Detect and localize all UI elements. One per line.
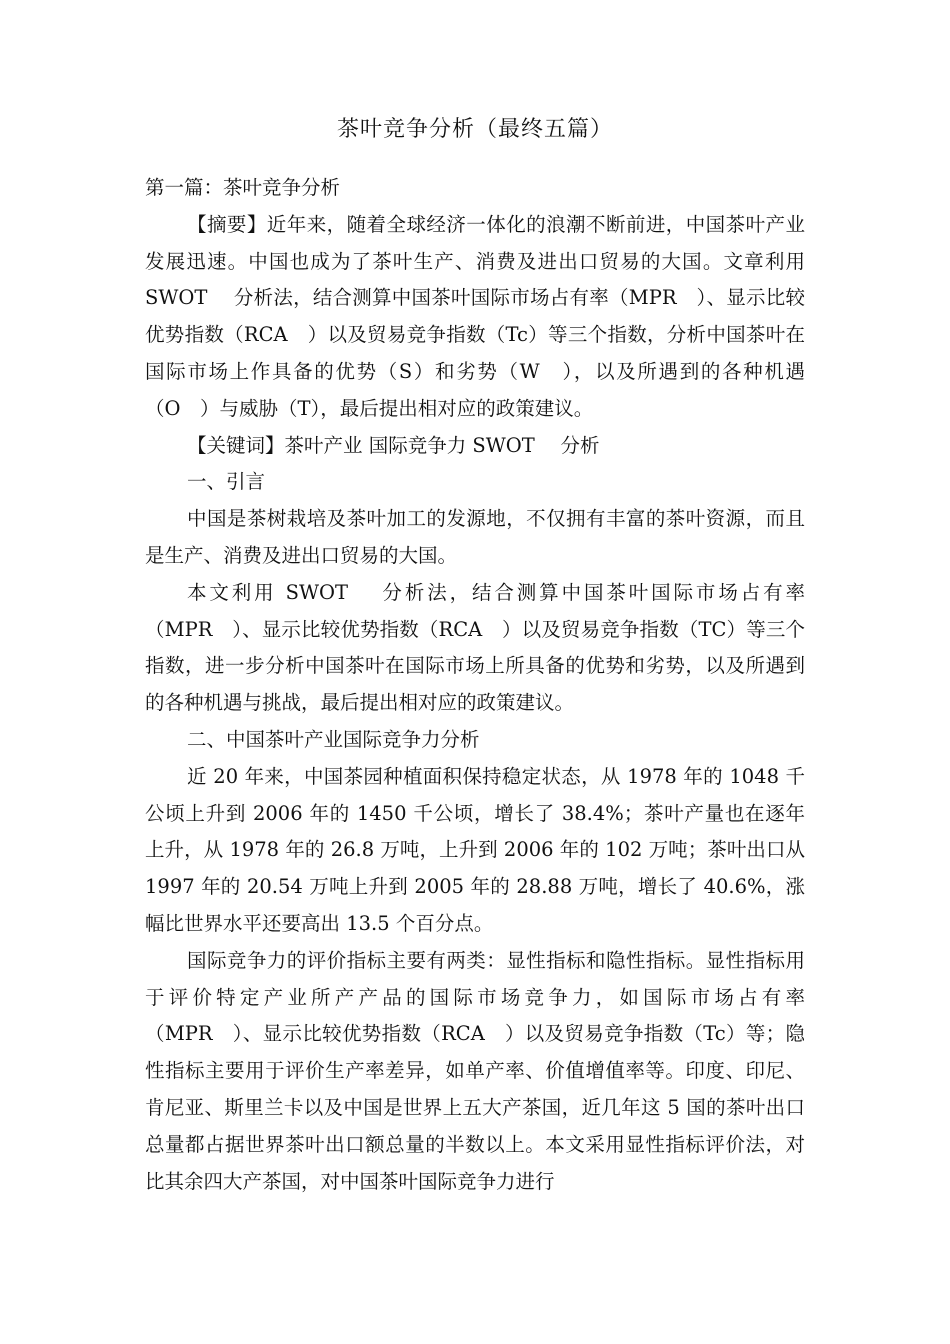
section-heading-part-one: 第一篇：茶叶竞争分析 (145, 176, 341, 199)
abstract-paragraph: 【摘要】近年来，随着全球经济一体化的浪潮不断前进，中国茶叶产业发展迅速。中国也成为了茶叶生产、消费及进出口贸易的大国。文章利用 SWOT 分析法，结合测算中国茶叶国际市场占有率（MPR ）、显示比较优势指数（RCA ）以及贸易竞争指数（Tc）等三个指数，分析中国茶叶在国际市场上作具备的优势（S）和劣势（W ），以及所遇到的各种机遇（O ）与威胁（T），最后提出相对应的政策建议。 (145, 212, 805, 420)
section-heading-introduction: 一、引言 (187, 470, 266, 494)
document-body (145, 170, 805, 1200)
keywords-paragraph: 【关键词】茶叶产业 国际竞争力 SWOT 分析 (187, 433, 600, 457)
competitiveness-paragraph-2: 国际竞争力的评价指标主要有两类：显性指标和隐性指标。显性指标用于评价特定产业所产产品的国际市场竞争力，如国际市场占有率（MPR ）、显示比较优势指数（RCA ）以及贸易竞争指数（Tc）等；隐性指标主要用于评价生产率差异，如单产率、价值增值率等。印度、印尼、肯尼亚、斯里兰卡以及中国是世界上五大产茶国，近几年这 5 国的茶叶出口总量都占据世界茶叶出口额总量的半数以上。本文采用显性指标评价法，对比其余四大产茶国，对中国茶叶国际竞争力进行 (145, 948, 805, 1193)
document-title: 茶叶竞争分析（最终五篇） (336, 117, 613, 142)
introduction-paragraph-2: 本文利用 SWOT 分析法，结合测算中国茶叶国际市场占有率（MPR ）、显示比较优势指数（RCA ）以及贸易竞争指数（TC）等三个指数，进一步分析中国茶叶在国际市场上所具备的优势和劣势，以及所遇到的各种机遇与挑战，最后提出相对应的政策建议。 (145, 580, 805, 715)
introduction-paragraph-1: 中国是茶树栽培及茶叶加工的发源地，不仅拥有丰富的茶叶资源，而且是生产、消费及进出口贸易的大国。 (145, 507, 805, 567)
section-heading-competitiveness: 二、中国茶叶产业国际竞争力分析 (187, 727, 480, 751)
competitiveness-paragraph-1: 近 20 年来，中国茶园种植面积保持稳定状态，从 1978 年的 1048 千公顷上升到 2006 年的 1450 千公顷，增长了 38.4%；茶叶产量也在逐年上升，从 1978 年的 26.8 万吨，上升到 2006 年的 102 万吨；茶叶出口从 1997 年的 20.54 万吨上升到 2005 年的 28.88 万吨，增长了 40.6%，涨幅比世界水平还要高出 13.5 个百分点。 (145, 764, 805, 935)
